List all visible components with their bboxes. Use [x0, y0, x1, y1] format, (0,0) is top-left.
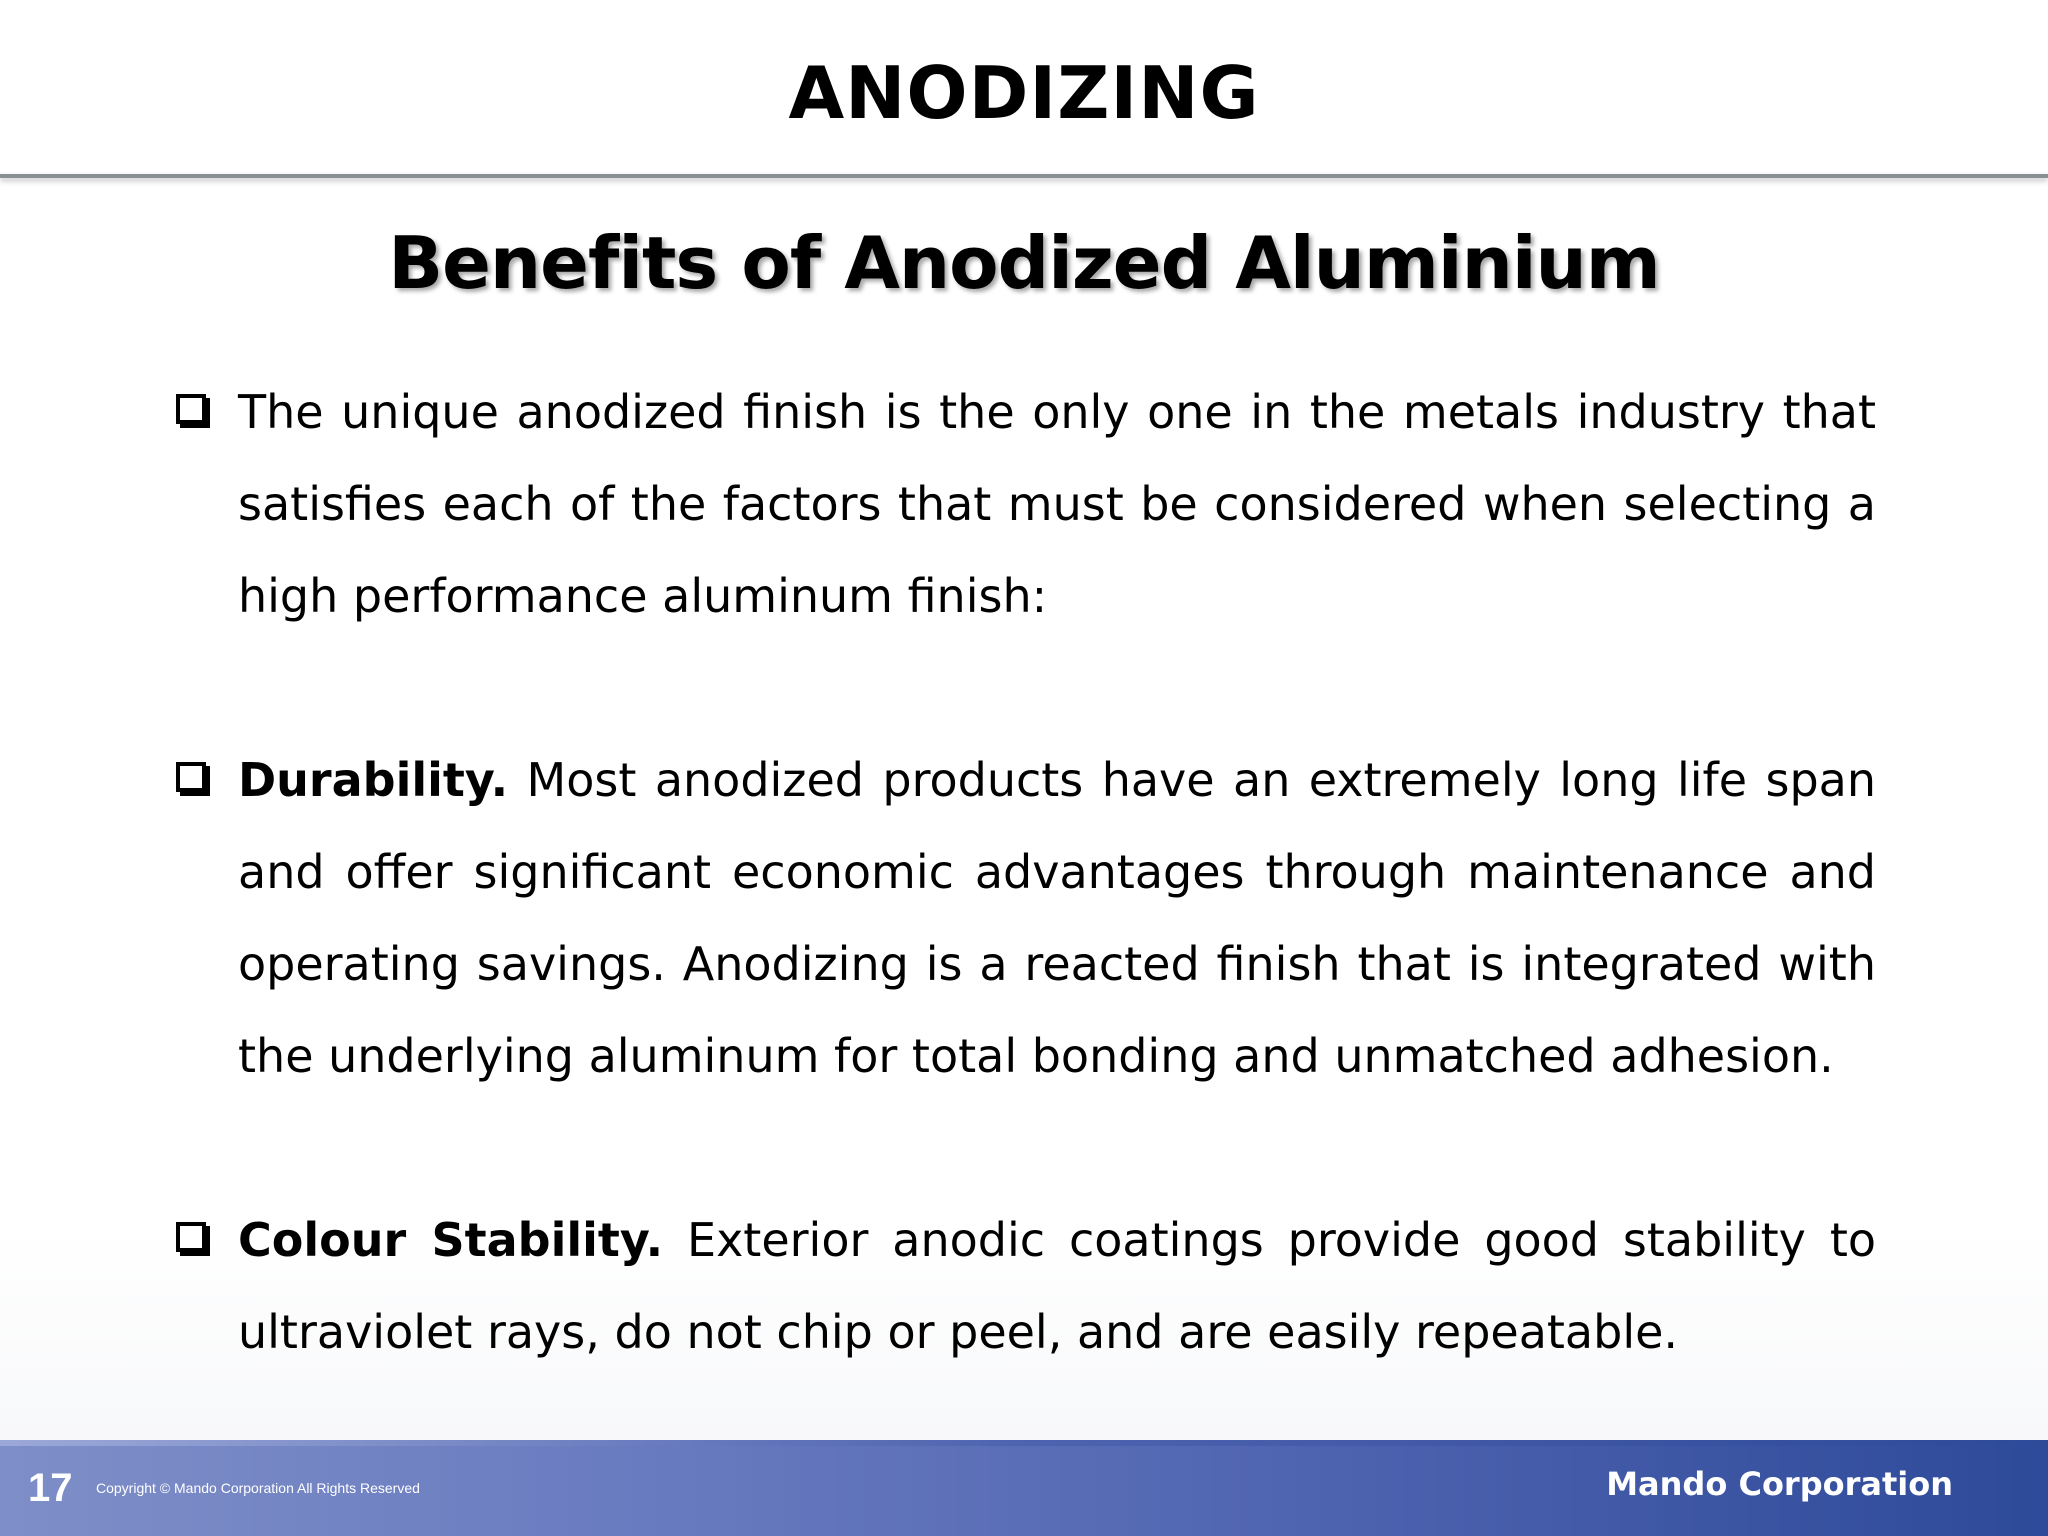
bullet-lead: Colour Stability.: [238, 1213, 664, 1267]
bullet-lead: Durability.: [238, 753, 509, 807]
list-item: [176, 1194, 1876, 1378]
header-divider: [0, 174, 2048, 178]
company-name: Mando Corporation: [1606, 1465, 1953, 1503]
footer-bar: [0, 1440, 2048, 1536]
header: [0, 0, 2048, 176]
bullet-text: The unique anodized finish is the only one in the metals industry that satisfies each of the factors that must be considered when selecting a high performance aluminum finish:: [238, 385, 1876, 623]
section-heading: Benefits of Anodized Aluminium: [388, 221, 1660, 305]
checkbox-icon: [176, 1222, 206, 1252]
bullet-list: [176, 366, 1876, 1378]
bullet-text: Most anodized products have an extremely long life span and offer significant economic advantages through maintenance and operating savings. Anodizing is a reacted finish that is integrated with the underlying aluminum for total bonding and unmatched adhesion.: [238, 753, 1876, 1083]
copyright-notice: Copyright © Mando Corporation All Rights Reserved: [96, 1480, 420, 1496]
slide-title: ANODIZING: [788, 51, 1260, 135]
page-number: 17: [28, 1466, 73, 1510]
footer-accent-line: [0, 1440, 2048, 1446]
bullet-text: Exterior anodic coatings provide good stability to ultraviolet rays, do not chip or peel, and are easily repeatable.: [238, 1213, 1877, 1359]
list-item: [176, 734, 1876, 1102]
checkbox-icon: [176, 762, 206, 792]
checkbox-icon: [176, 394, 206, 424]
list-item: [176, 366, 1876, 642]
